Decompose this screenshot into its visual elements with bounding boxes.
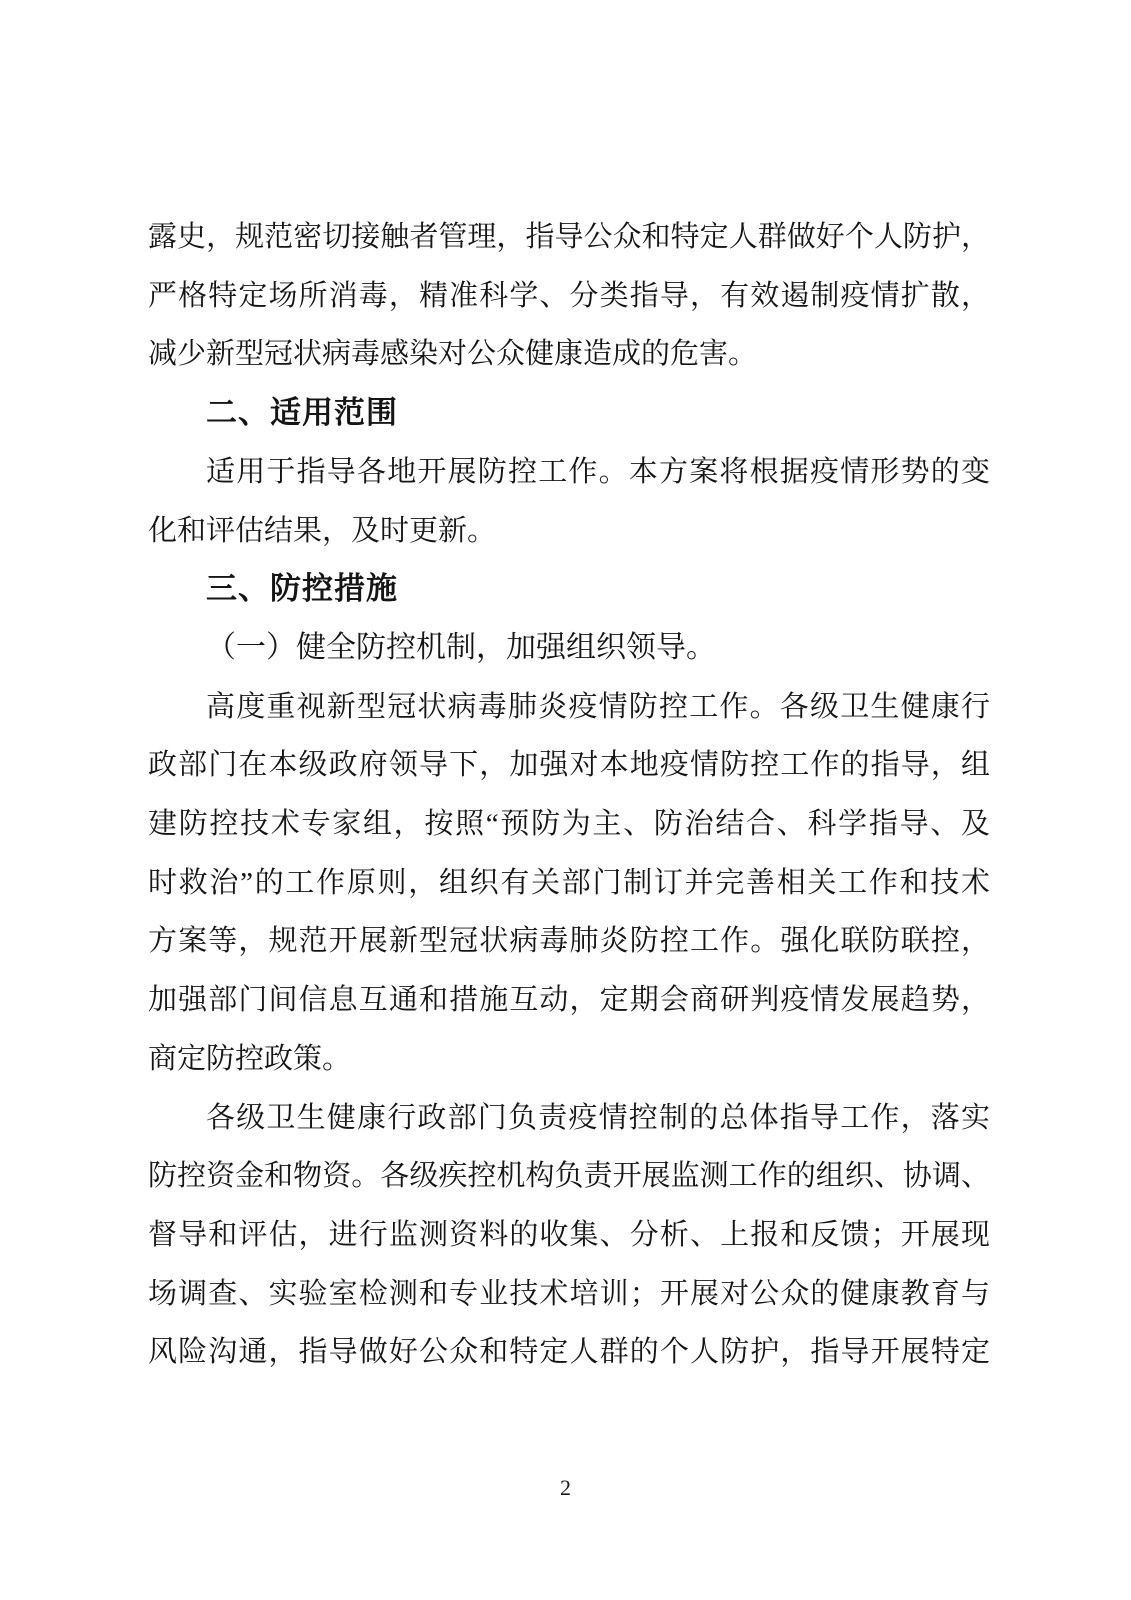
body-text-line: 督导和评估，进行监测资料的收集、分析、上报和反馈；开展现 <box>148 1218 990 1251</box>
body-text-line: 政部门在本级政府领导下，加强对本地疫情防控工作的指导，组 <box>148 749 990 782</box>
body-text-line: 建防控技术专家组，按照“预防为主、防治结合、科学指导、及 <box>148 808 990 841</box>
page-footer <box>0 1474 1131 1502</box>
body-text-line: 风险沟通，指导做好公众和特定人群的个人防护，指导开展特定 <box>148 1336 990 1369</box>
body-text-line: 露史，规范密切接触者管理，指导公众和特定人群做好个人防护， <box>148 221 990 253</box>
body-text-line: 化和评估结果，及时更新。 <box>148 514 497 547</box>
body-text-line: 防控资金和物资。各级疾控机构负责开展监测工作的组织、协调、 <box>148 1160 990 1193</box>
body-text-line: 商定防控政策。 <box>148 1042 352 1075</box>
body-text-line: 方案等，规范开展新型冠状病毒肺炎防控工作。强化联防联控， <box>148 925 990 958</box>
body-text-line: 高度重视新型冠状病毒肺炎疫情防控工作。各级卫生健康行 <box>206 690 990 723</box>
section-heading-line: 二、适用范围 <box>206 395 398 431</box>
body-text-line: 严格特定场所消毒，精准科学、分类指导，有效遏制疫情扩散， <box>148 279 990 312</box>
body-text-line: 各级卫生健康行政部门负责疫情控制的总体指导工作，落实 <box>206 1101 990 1134</box>
section-heading-line: 三、防控措施 <box>206 571 398 607</box>
body-text-line: 加强部门间信息互通和措施互动，定期会商研判疫情发展趋势， <box>148 984 990 1017</box>
body-text-line: 时救治”的工作原则，组织有关部门制订并完善相关工作和技术 <box>148 866 990 899</box>
body-text-line: 适用于指导各地开展防控工作。本方案将根据疫情形势的变 <box>206 455 990 488</box>
document-text-area <box>148 208 990 1382</box>
subsection-heading-line: （一）健全防控机制，加强组织领导。 <box>206 630 716 664</box>
page-number: 2 <box>560 1475 571 1500</box>
body-text-line: 场调查、实验室检测和专业技术培训；开展对公众的健康教育与 <box>148 1277 990 1310</box>
body-text-line: 减少新型冠状病毒感染对公众健康造成的危害。 <box>148 338 758 371</box>
